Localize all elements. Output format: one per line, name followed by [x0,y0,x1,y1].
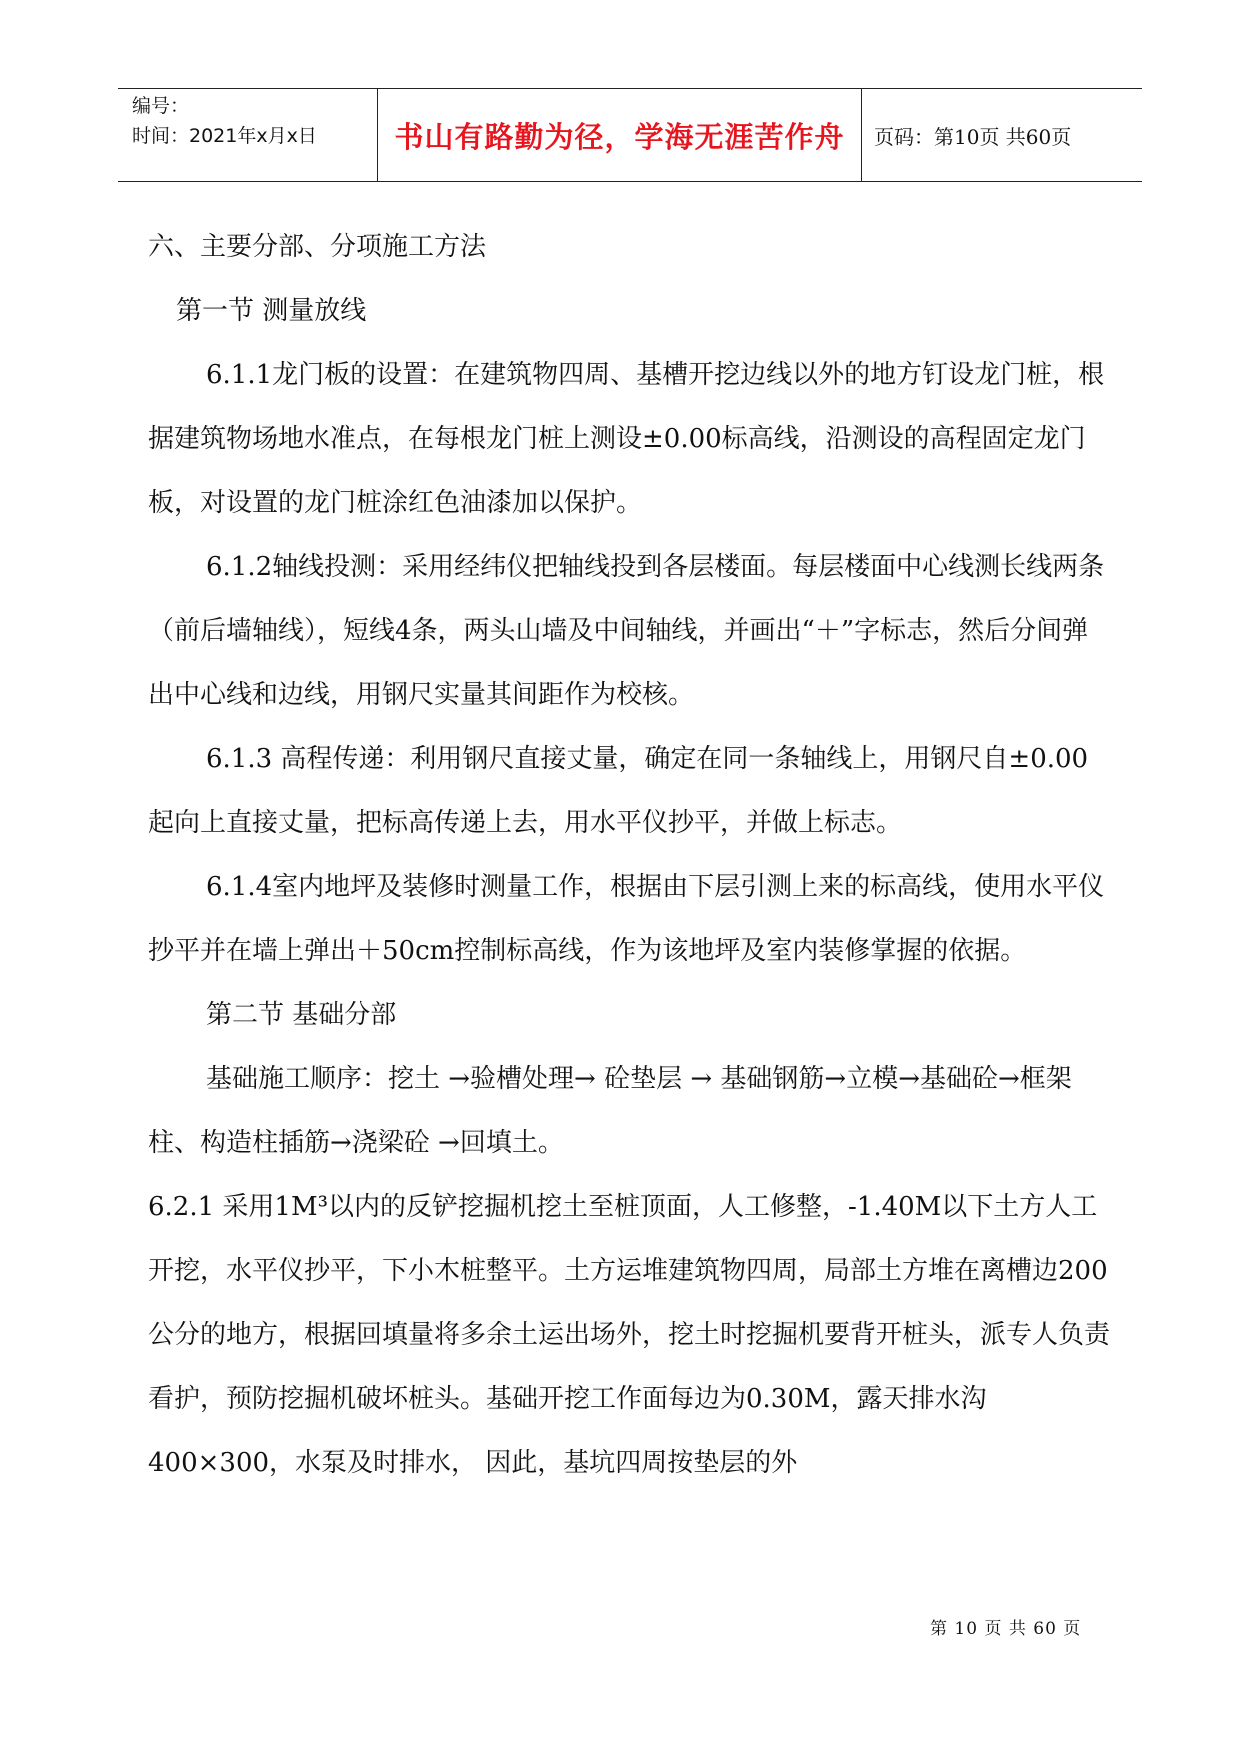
paragraph-construction-order: 基础施工顺序：挖土 →验槽处理→ 砼垫层 → 基础钢筋→立模→基础砼→框架柱、构造柱插筋→浇梁砼 →回填土。 [148,1064,1072,1158]
document-header [118,88,1142,182]
paragraph-6-1-3: 6.1.3 高程传递：利用钢尺直接丈量，确定在同一条轴线上，用钢尺自±0.00起向上直接丈量，把标高传递上去，用水平仪抄平，并做上标志。 [148,744,1089,838]
number-label: 编号： [132,95,190,117]
subsection-title-1: 第一节 测量放线 [176,296,367,326]
paragraph-6-2-1: 6.2.1 采用1M³以内的反铲挖掘机挖土至桩顶面，人工修整，-1.40M以下土方人工开挖，水平仪抄平，下小木桩整平。土方运堆建筑物四周，局部土方堆在离槽边200公分的地方，根据回填量将多余土运出场外，挖土时挖掘机要背开桩头，派专人负责看护，预防挖掘机破坏桩头。基础开挖工作面每边为0.30M，露天排水沟400×300，水泵及时排水， 因此，基坑四周按垫层的外 [148,1192,1111,1478]
document-body [148,215,1112,1495]
section-title: 六、主要分部、分项施工方法 [148,232,487,262]
time-label: 时间：2021年x月x日 [132,125,317,147]
subsection-title-2: 第二节 基础分部 [206,1000,397,1030]
paragraph-6-1-1: 6.1.1龙门板的设置：在建筑物四周、基槽开挖边线以外的地方钉设龙门桩，根据建筑物场地水准点，在每根龙门桩上测设±0.00标高线，沿测设的高程固定龙门板，对设置的龙门桩涂红色油漆加以保护。 [148,360,1105,518]
header-meta [118,89,378,181]
paragraph-6-1-2: 6.1.2轴线投测：采用经纬仪把轴线投到各层楼面。每层楼面中心线测长线两条（前后墙轴线），短线4条，两头山墙及中间轴线，并画出“＋”字标志，然后分间弹出中心线和边线，用钢尺实量其间距作为校核。 [148,552,1105,710]
paragraph-6-1-4: 6.1.4室内地坪及装修时测量工作，根据由下层引测上来的标高线，使用水平仪抄平并在墙上弹出＋50cm控制标高线，作为该地坪及室内装修掌握的依据。 [148,872,1105,966]
header-page-info: 页码：第10页 共60页 [874,124,1072,149]
page-footer: 第 10 页 共 60 页 [930,1619,1082,1639]
header-motto: 书山有路勤为径，学海无涯苦作舟 [378,89,862,181]
